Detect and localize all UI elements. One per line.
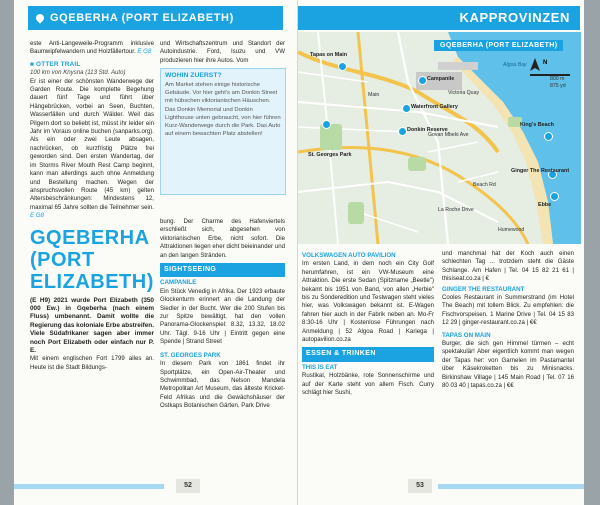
col2-intro: und Wirtschaftszentrum und Standort der Autoindustrie. Ford, Isuzu und VW produzieren hier ihre Autos. Vom [160, 40, 285, 64]
this-is-eat-text: Rustikal, Holzbänke, rote Sonnenschirme und auf der Karte steht von allem Fisch. Curry schlägt hier Sushi, [302, 372, 434, 397]
left-page [14, 0, 298, 505]
donkin-pin-icon [398, 127, 407, 136]
kings-beach-pin-icon [544, 132, 553, 141]
wohin-zuerst-title: WOHIN ZUERST? [165, 72, 222, 79]
map-label-victoria: Victoria Quay [448, 90, 480, 96]
page-number-left: 52 [176, 479, 200, 493]
otter-trail-text [30, 78, 154, 221]
map-label-govan: Govan Mbeki Ave [428, 132, 469, 138]
scale-yards: 875 yd [550, 83, 566, 89]
left-column-2 [160, 40, 285, 65]
map-label-main: Main [368, 92, 380, 98]
city-map [298, 32, 581, 244]
right-page [298, 0, 584, 505]
tapas-text: Burger, die sich gen Himmel türmen – echt spektakulär! Aber eigentlich kommt man wegen der Tapas her: von Garnelen im Pastamantel über Käsekroketten bis zu Minisnacks. Birkinshaw Village | 145 Main Road | Tel. 07 16 80 03 40 | tapas.co.za | €€ [442, 340, 574, 390]
left-column-2-lower [160, 218, 285, 411]
ginger-text: Cooles Restaurant in Summerstrand (im Hotel The Beach) mit tollem Blick. Zu empfehlen: die Fischvorspeisen. 1 Marine Drive | Tel. 04 15 83 12 29 | ginger-restaurant.co.za | €€ [442, 294, 574, 327]
stgeorges-pin-icon [322, 120, 331, 129]
ginger-heading: GINGER THE RESTAURANT [442, 285, 525, 293]
scale-meters: 800 m [550, 76, 565, 82]
left-header-tab [28, 6, 283, 30]
tapas-pin-icon [338, 62, 347, 71]
north-label: N [543, 60, 548, 66]
map-label-tapas: Tapas on Main [310, 52, 348, 58]
tapas-heading: TAPAS ON MAIN [442, 331, 491, 339]
map-header: GQEBERHA (PORT ELIZABETH) [434, 40, 563, 51]
city-lead [30, 297, 154, 356]
bullet-icon: ■ [30, 60, 37, 68]
otter-trail-heading [30, 61, 154, 69]
left-header-label: GQEBERHA (PORT ELIZABETH) [50, 12, 234, 24]
right-column-1 [302, 250, 434, 398]
city-title: GQEBERHA (PORT ELIZABETH) [30, 226, 154, 293]
campanile-heading: CAMPANILE [160, 279, 197, 287]
footer-stripe-right [438, 484, 584, 489]
this-is-eat-heading: THIS IS EAT [302, 363, 338, 371]
vw-text: Im ersten Land, in dem noch ein City Golf herumfahren, ist ein VW-Museum eine Attraktion. Die erste Sedan (Spitzname „Beetle") bekamt bis 1951 von Band, von allen „Herbie" bis zu Sonderedition und Testwagen steht vieles hier, was Volkswagen bekannt ist. E-Wagen fahren hier auch in der Fabrik neben an. Mo-Fr 8:30-16 Uhr | Kostenlose Führungen nach Anmeldung | 52 Algoa Road | Kariega | autopavilion.co.za [302, 260, 434, 344]
otter-trail-subtitle: 100 km von Knysna (113 Std. Auto) [30, 69, 126, 77]
map-label-campanile: Campanile [427, 76, 455, 82]
map-label-bay: Algoa Bay [503, 62, 527, 68]
wohin-zuerst-text: Am Market stehen einige historische Gebäude. Vor hier geht's am Donkin Street mit hübschen viktorianischen Häuschen. Das Donkin Memorial und Donkin Lighthouse unten gebraucht, von hier führen Kurz-Wanderwege durch die Park. Das Auto auf einem bewachten Platz abstellen! [165, 82, 281, 138]
campanile-text: Ein Stück Venedig in Afrika. Der 1923 erbaute Glockenturm erinnert an die Landung der Siedler in der Bucht. Wer die 200 Stufen bis zur Spitze bewältigt, hat den vollen Panorama-Glockenspiel: 8.32, 13.32, 18.02 Uhr. Tägl. 9-16 Uhr | Eintritt gegen eine Spende | Strand Street [160, 287, 285, 346]
essen-trinken-header: ESSEN & TRINKEN [302, 347, 434, 361]
waterfront-pin-icon [402, 104, 411, 113]
map-label-kings-beach: King's Beach [520, 122, 554, 128]
map-label-ginger: Ginger The Restaurant [511, 168, 570, 174]
right-header-tab: KAPPROVINZEN [298, 6, 580, 30]
footer-stripe [14, 484, 164, 489]
map-label-ebbe: Ebbe [538, 202, 552, 208]
wohin-zuerst-box [160, 68, 286, 195]
map-label-stgeorges: St. Georges Park [308, 152, 352, 158]
map-label-beach-rd: Beach Rd [473, 182, 496, 188]
this-is-eat-continued: und manchmal hat der Koch auch einen schlechten Tag ... trotzdem steht die Gäste Schlange. Am Hafen | Tel. 04 15 82 21 61 | thisiseat.co.za | € [442, 250, 574, 283]
otter-map-ref: E G8 [30, 212, 44, 220]
st-georges-heading: ST. GEORGES PARK [160, 351, 221, 359]
vw-heading: VOLKSWAGEN AUTO PAVILION [302, 252, 396, 259]
city-lead-text: (E H9) 2021 wurde Port Elizabeth (350 000 Ew.) in Gqeberha (nach einem Fluss) umbenannt. Damit wollte die Regierung das koloniale Erbe abstreifen. Viele Südafrikaner sagen aber immer noch Port Elizabeth oder einfach nur P. E. [30, 296, 154, 354]
page-number-right: 53 [408, 479, 432, 493]
left-column-1 [30, 40, 154, 372]
right-column-2 [442, 250, 574, 391]
harbour-text: bung. Der Charme des Hafenviertels erschließt sich, abgesehen von viktorianischen Erbe, nicht sofort. Die Attraktionen liegen eher dicht beieinander und an den langen Stränden. [160, 218, 285, 259]
st-georges-text: In diesem Park von 1861 findet ihr Sportplätze, ein Open-Air-Theater und Schwimmbad, das Nelson Mandela Metropolitan Art Museum, das älteste Kricket-Feld Afrikas und die Gewächshäuser der Ostkaps Botanischen Gärten. Park Drive [160, 360, 285, 410]
otter-trail-title: OTTER TRAIL [36, 60, 81, 68]
map-label-donkin: Donkin Reserve [407, 127, 448, 133]
campanile-pin-icon [418, 76, 427, 85]
otter-trail-body: Er ist einer der schönsten Wanderwege der Garden Route. Die komplette Begehung dauert fünf Tage und führt über Hängebrücken, vorbei an Seen, Buchten, Wasserfällen und durch Wälder. Weil das Pilgern dort so beliebt ist, müsst ihr leider ein Jahr im Voraus online buchen (sanparks.org). Als ein oder zwei Leute absagen, nachrücken, ob kurzfristig Plätze frei geworden sind. Den ersten Wandertag, der im Storms River Mouth Rest Camp beginnt, kann man allerdings auch ohne Anmeldung und Bestellung machen. Wegen der anspruchsvollen Route (45 km) gelten Altersbeschränkungen: Mindestens 12, maximal 65 Jahre sollten die Teilnehmer sein. [30, 77, 154, 211]
north-arrow-icon [528, 58, 542, 72]
sightseeing-header: SIGHTSEEING [160, 263, 285, 277]
location-pin-icon [34, 12, 45, 23]
map-label-humewood: Humewood [498, 227, 525, 233]
map-label-ldrive: La Roche Drive [438, 207, 474, 213]
city-intro-continued: Mit einem englischen Fort 1799 alles an. Heute ist die Stadt Bildungs- [30, 355, 154, 371]
map-ref: E G8 [137, 48, 152, 56]
ebbe-pin-icon [550, 192, 559, 201]
map-label-waterfront: Waterfront Gallery [411, 104, 458, 110]
intro-text: este Anti-Langeweile-Programm inklusive Baumwipfelwandern und Holzfällertour. [30, 40, 154, 56]
